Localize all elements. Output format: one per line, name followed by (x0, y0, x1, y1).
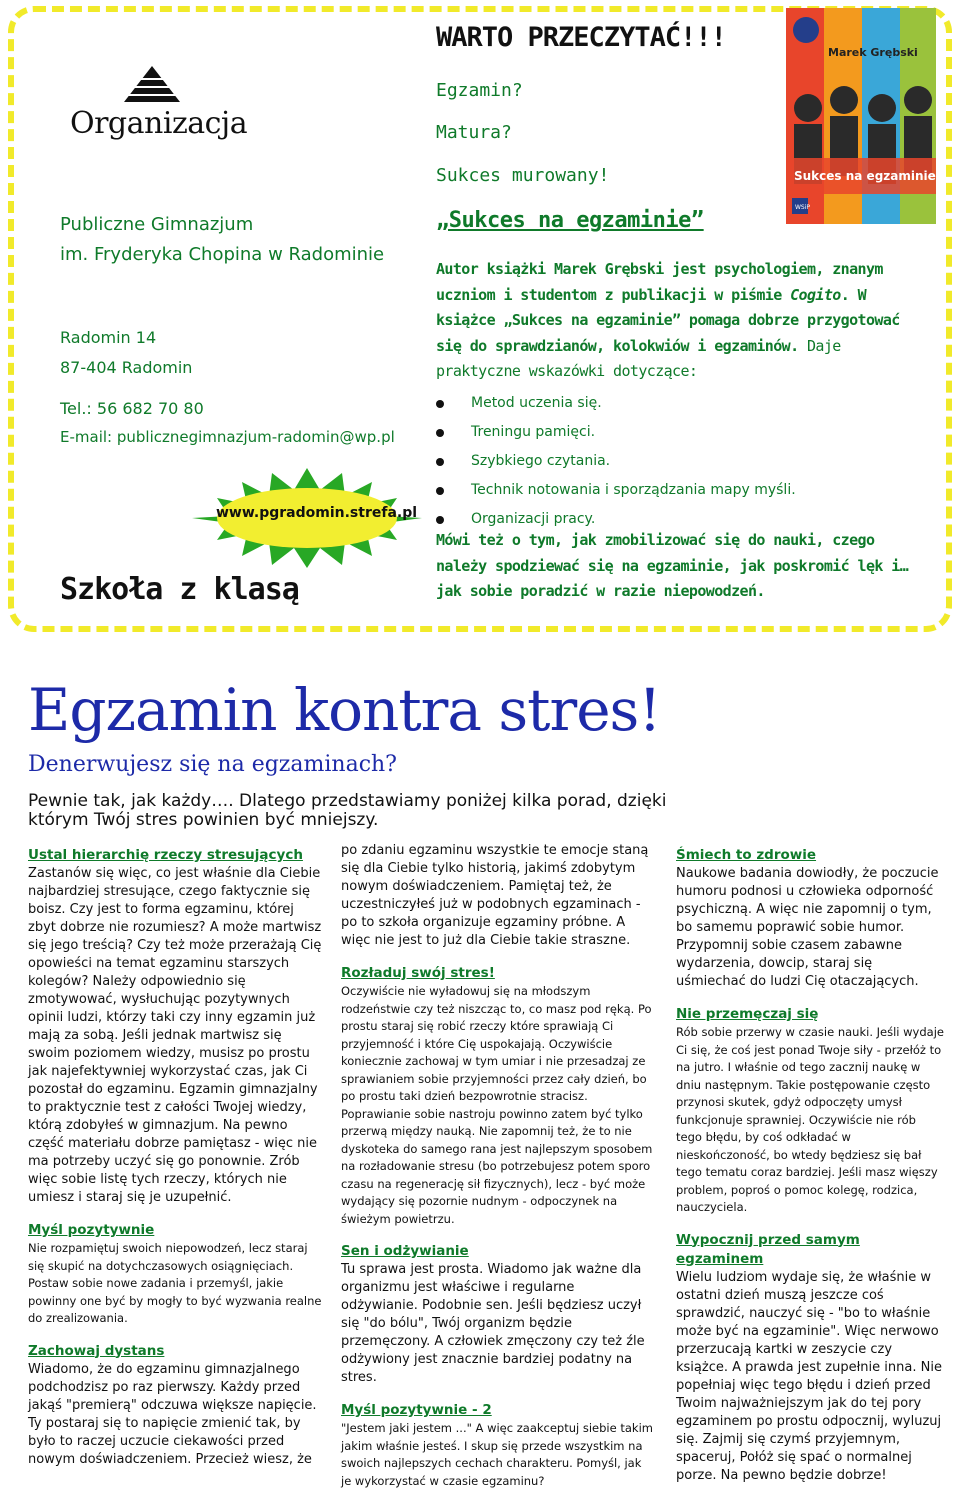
book-outro: Mówi też o tym, jak zmobilizować się do nauki, czego należy spodziewać się na egzaminie, jak poskromić lęk i… jak sobie poradzić w razie niepowodzeń. (436, 531, 909, 600)
section-title: Nie przemęczaj się (676, 1006, 819, 1022)
svg-text:WSiP: WSiP (795, 204, 811, 211)
section-text: Nie rozpamiętuj swoich niepowodzeń, lecz staraj się skupić na dotychczasowych osiągnięciach. Postaw sobie nowe zadania i przemyśl, jakie powinny one być by mogły to być wyzwania realne do zrealizowania. (28, 1241, 322, 1325)
list-item: Metod uczenia się. (436, 389, 796, 418)
article-subhead: Denerwujesz się na egzaminach? (28, 752, 397, 777)
section-text: "Jestem jaki jestem ..." A więc zaakceptuj siebie takim jakim właśnie jesteś. I skup się przede wszystkim na swoich najlepszych cechach charakteru. Pomyśl, jak je wykorzystać w czasie egzaminu? (341, 1421, 653, 1488)
section-text: Tu sprawa jest prosta. Wiadomo jak ważne dla organizmu jest właściwe i regularne odżywianie. Podobnie sen. Jeśli będziesz uczył się "do bólu", Twój organizm będzie przemęczony. A człowiek zmęczony czy też źle odżywiony jest znacznie bardziej podatny na stres. (341, 1262, 645, 1385)
article-intro: Pewnie tak, jak każdy…. Dlatego przedstawiamy poniżej kilka porad, dzięki którym Twój stres powinien być mniejszy. (28, 791, 667, 830)
article-column-3 (676, 846, 944, 1499)
section-text: Wiadomo, że do egzaminu gimnazjalnego podchodzisz po raz pierwszy. Każdy przed jakąś "premierą" odczuwa większe napięcie. Ty postaraj się to napięcie zmienić tak, by było to raczej uczucie ciekawości przed nowym doświadczeniem. Przecież wiesz, że (28, 1361, 317, 1467)
book-description: Autor książki Marek Grębski jest psychologiem, znanym uczniom i studentom z publikacji w piśmie Cogito. W książce „Sukces na egzaminie” pomaga dobrze przygotować się do sprawdzianów, kolokwiów i egzaminów. Daje praktyczne wskazówki dotyczące: (436, 260, 900, 380)
section-text: po zdaniu egzaminu wszystkie te emocje staną się dla Ciebie tylko historią, jakimś zdobytym nowym doświadczeniem. Pamiętaj też, że uczestniczyłeś już w podobnych egzaminach - po to szkoła organizuje egzaminy próbne. A więc nie jest to już dla Ciebie takie straszne. (341, 843, 649, 948)
list-item: Treningu pamięci. (436, 418, 796, 447)
success-line: Sukces murowany! (436, 165, 610, 186)
section-title: Rozładuj swój stres! (341, 965, 495, 981)
section-text: Rób sobie przerwy w czasie nauki. Jeśli wydaje Ci się, że coś jest ponad Twoje siły - przełóż to na jutro. I właśnie od tego zacznij naukę w dniu następnym. Takie postępowanie często przynosi skutek, gdyż odpoczęty umysł funkcjonuje sprawniej. Oczywiście nie rób tego błędu, by coś odkładać w nieskończoność, bo wtedy będziesz się bał tego tematu coraz bardziej. Jeśli masz więszy problem, poproś o pomoc kolegę, rodzica, nauczyciela. (676, 1025, 944, 1214)
desc-author: Autor książki Marek Grębski jest psychologiem, znanym uczniom i studentom z publikacji w piśmie (436, 260, 883, 304)
desc-purpose: W książce „Sukces na egzaminie” pomaga dobrze przygotować się do sprawdzianów, kolokwiów i egzaminów. (436, 285, 900, 355)
list-item: Technik notowania i sporządzania mapy myśli. (436, 476, 796, 505)
desc-tips: Daje praktyczne wskazówki dotyczące: (436, 336, 841, 380)
bullet-icon (436, 400, 444, 408)
section-text: Zastanów się więc, co jest właśnie dla Ciebie najbardziej stresujące, czego faktycznie się boisz. Czy jest to forma egzaminu, której zbyt dobrze nie rozumiesz? A może martwisz się jego treścią? Czy też może przerażają Cię opowieści na temat egzaminu starszych kolegów? Należy odpowiednio się zmotywować, wysłuchując pozytywnych opinii ludzi, którzy taki czy inny egzamin już mają za sobą. Jeśli jednak martwisz się swoim poziomem wiedzy, musisz po prostu jak najefektywniej wykorzystać czas, jak Ci pozostał do egzaminu. Egzamin gimnazjalny to praktycznie test z całości Twojej wiedzy, którą zdobyłeś w gimnazjum. Na pewno część materiału dobrze pamiętasz - więc nie ma potrzeby uczyć się go ponownie. Zrób więc sobie listę tych rzeczy, których nie umiesz i staraj się je uzupełnić. (28, 866, 322, 1205)
email-address[interactable]: E-mail: publicznegimnazjum-radomin@wp.pl (60, 428, 395, 446)
organizacja-logo (70, 66, 250, 146)
book-title: „Sukces na egzaminie” (436, 208, 704, 233)
article-headline: Egzamin kontra stres! (28, 676, 661, 744)
phone-number: Tel.: 56 682 70 80 (60, 399, 204, 418)
question-exam: Egzamin? (436, 80, 523, 101)
list-item: Szybkiego czytania. (436, 447, 796, 476)
svg-text:Marek Grębski: Marek Grębski (828, 46, 918, 59)
tips-list (436, 389, 796, 534)
section-title: Myśl pozytywnie (28, 1222, 155, 1238)
bullet-icon (436, 487, 444, 495)
book-cover-art (786, 8, 936, 224)
section-text: Wielu ludziom wydaje się, że właśnie w ostatni dzień muszą jeszcze coś sprawdzić, nauczyć się - "bo to właśnie może być na egzaminie". Więc nerwowo przerzucają kartki w zeszycie czy książce. A prawda jest zupełnie inna. Nie popełniaj więc tego błędu i dzień przed Twoim najważniejszym jak do tej pory egzaminem po prostu odpocznij, wyluzuj się. Zajmij się czymś przyjemnym, spaceruj, Połóż się spać o normalnej porze. Na pewno będzie dobrze! (676, 1269, 942, 1483)
website-link[interactable]: www.pgradomin.strefa.pl (216, 505, 418, 521)
bullet-icon (436, 516, 444, 524)
section-title: Ustal hierarchię rzeczy stresujących (28, 847, 303, 863)
question-matura: Matura? (436, 122, 512, 143)
school-name-line-2: im. Fryderyka Chopina w Radominie (60, 244, 385, 265)
section-title: Sen i odżywianie (341, 1243, 469, 1259)
logo-text: Organizacja (70, 106, 248, 141)
list-item: Organizacji pracy. (436, 505, 796, 534)
bullet-icon (436, 429, 444, 437)
section-title: Śmiech to zdrowie (676, 847, 817, 863)
section-title: Myśl pozytywnie - 2 (341, 1402, 492, 1418)
logo-stairs-icon (122, 66, 182, 104)
section-title: Zachowaj dystans (28, 1342, 165, 1359)
book-cover-image (786, 8, 936, 224)
address-postal: 87-404 Radomin (60, 358, 193, 377)
section-heading: WARTO PRZECZYTAĆ!!! (436, 22, 726, 53)
address-street: Radomin 14 (60, 328, 157, 347)
desc-cogito: Cogito (790, 285, 841, 304)
bullet-icon (436, 458, 444, 466)
school-name-line-1: Publiczne Gimnazjum (60, 214, 254, 235)
article-column-1 (28, 846, 324, 1483)
school-motto: Szkoła z klasą (60, 572, 299, 607)
section-title: Wypocznij przed samym egzaminem (676, 1231, 860, 1267)
svg-text:Sukces na egzaminie: Sukces na egzaminie (794, 169, 936, 183)
article-column-2 (341, 842, 655, 1504)
section-text: Oczywiście nie wyładowuj się na młodszym rodzeństwie czy też niszcząc to, co masz pod ręką. Po prostu staraj się robić rzeczy które sprawiają Ci przyjemność i które Cię uspokajają. Oczywiście koniecznie zachowaj w tym umiar i nie przesadzaj ze sprawianiem sobie przyjemności przez cały dzień, bo po prostu taki dzień bezpowrotnie stracisz. Poprawianie sobie nastroju powinno zatem być tylko przerwą między nauką. Nie zapomnij też, że to nie dyskoteka do samego rana jest najlepszym sposobem na rozładowanie stresu (bo potrzebujesz potem sporo czasu na regenerację sił fizycznych), lecz - być może wydający się pozornie nudnym - odpoczynek na świeżym powietrzu. (341, 984, 653, 1226)
section-text: Naukowe badania dowiodły, że poczucie humoru podnosi u człowieka odporność psychiczną. A więc nie zapomnij o tym, bo samemu poprawić sobie humor. Przypomnij sobie czasem zabawne wydarzenia, dowcip, staraj się uśmiechać do ludzi Cię otaczających. (676, 866, 939, 989)
